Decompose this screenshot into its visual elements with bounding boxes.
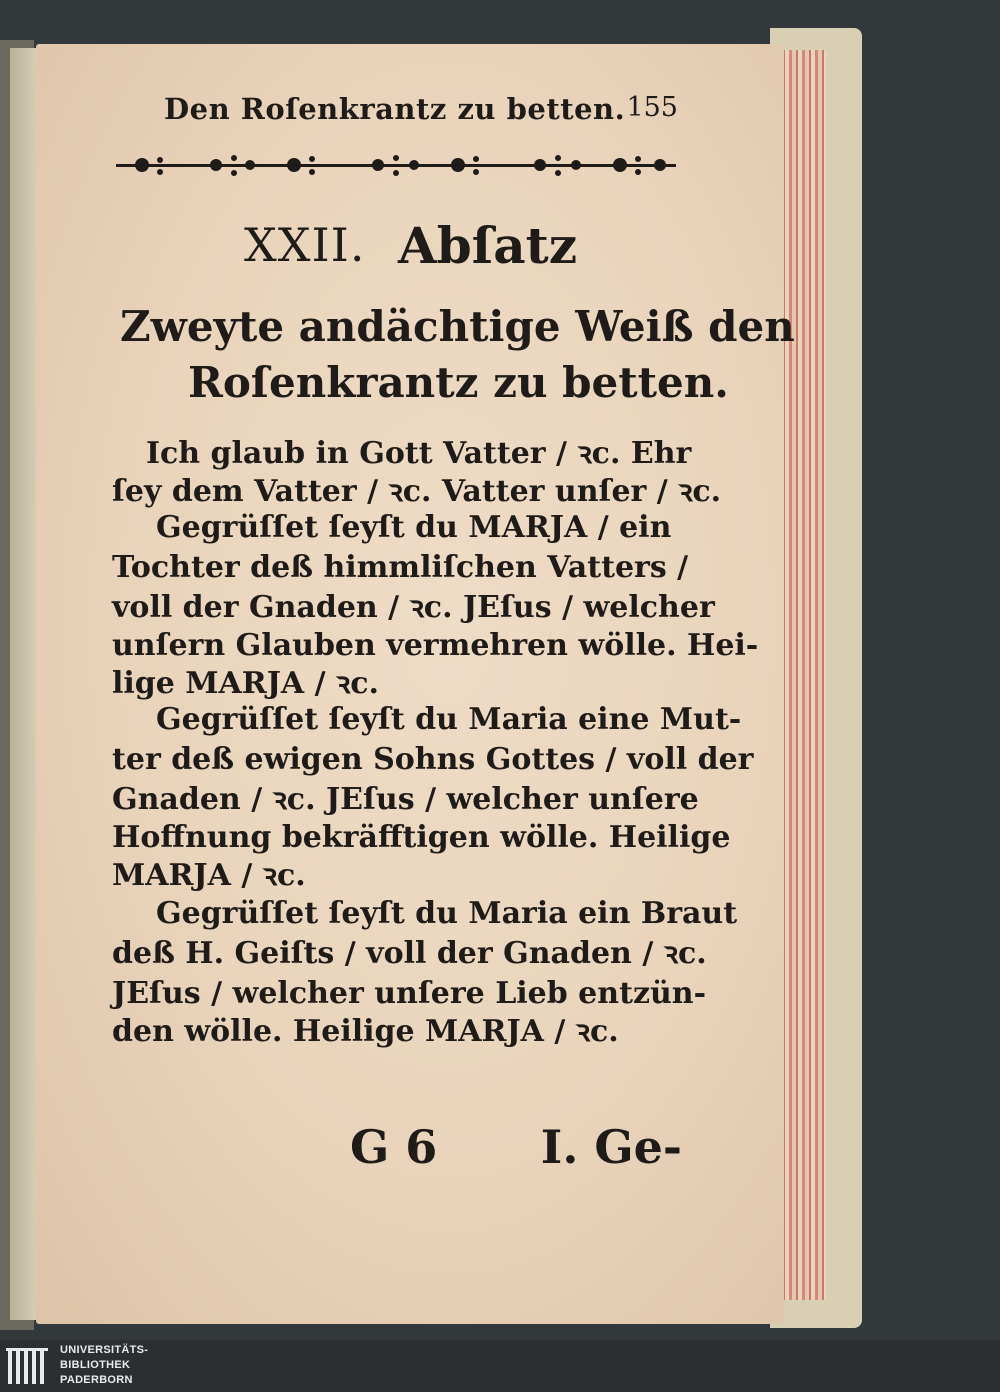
title-line-1: Zweyte andächtige Weiß den bbox=[120, 302, 795, 351]
library-name bbox=[60, 1343, 148, 1388]
text-line: Ich glaub in Gott Vatter / ꝛc. Ehr bbox=[146, 436, 692, 471]
catchword: I. Ge- bbox=[540, 1120, 682, 1174]
text-line: Gnaden / ꝛc. JEſus / welcher unſere bbox=[112, 782, 699, 817]
text-line: Tochter deß himmliſchen Vatters / bbox=[112, 550, 689, 585]
running-title: Den Roſenkrantz zu betten. bbox=[164, 92, 626, 126]
text-line: ſey dem Vatter / ꝛc. Vatter unſer / ꝛc. bbox=[112, 474, 722, 509]
printer-ornament-icon bbox=[116, 146, 676, 186]
title-line-2: Roſenkrantz zu betten. bbox=[188, 358, 729, 407]
text-line: ter deß ewigen Sohns Gottes / voll der bbox=[112, 742, 754, 777]
library-logo-icon bbox=[6, 1344, 52, 1388]
text-line: Hoffnung bekräfftigen wölle. Heilige bbox=[112, 820, 731, 855]
text-line: unſern Glauben vermehren wölle. Hei- bbox=[112, 628, 759, 663]
library-name-line-1: UNIVERSITÄTS- bbox=[60, 1344, 149, 1356]
section-number: XXII. bbox=[244, 218, 366, 272]
text-line: JEſus / welcher unſere Lieb entzün- bbox=[112, 976, 707, 1011]
page-footer bbox=[112, 1120, 682, 1180]
text-line: Gegrüſſet ſeyſt du Maria ein Braut bbox=[156, 896, 738, 931]
text-line: MARJA / ꝛc. bbox=[112, 858, 306, 893]
left-page-edge bbox=[10, 48, 38, 1320]
ornament-row bbox=[116, 146, 676, 186]
section-word: Abſatz bbox=[398, 216, 578, 275]
library-footer bbox=[0, 1340, 1000, 1392]
text-line: Gegrüſſet ſeyſt du Maria eine Mut- bbox=[156, 702, 742, 737]
section-heading bbox=[200, 212, 620, 276]
running-head bbox=[118, 92, 678, 132]
library-name-line-3: PADERBORN bbox=[60, 1374, 133, 1386]
text-line: deß H. Geiſts / voll der Gnaden / ꝛc. bbox=[112, 936, 707, 971]
page-number: 155 bbox=[626, 92, 678, 123]
text-line: voll der Gnaden / ꝛc. JEſus / welcher bbox=[112, 590, 715, 625]
library-name-line-2: BIBLIOTHEK bbox=[60, 1359, 131, 1371]
text-line: lige MARJA / ꝛc. bbox=[112, 666, 379, 701]
signature-mark: G 6 bbox=[350, 1120, 438, 1174]
text-line: Gegrüſſet ſeyſt du MARJA / ein bbox=[156, 510, 672, 545]
text-line: den wölle. Heilige MARJA / ꝛc. bbox=[112, 1014, 619, 1049]
